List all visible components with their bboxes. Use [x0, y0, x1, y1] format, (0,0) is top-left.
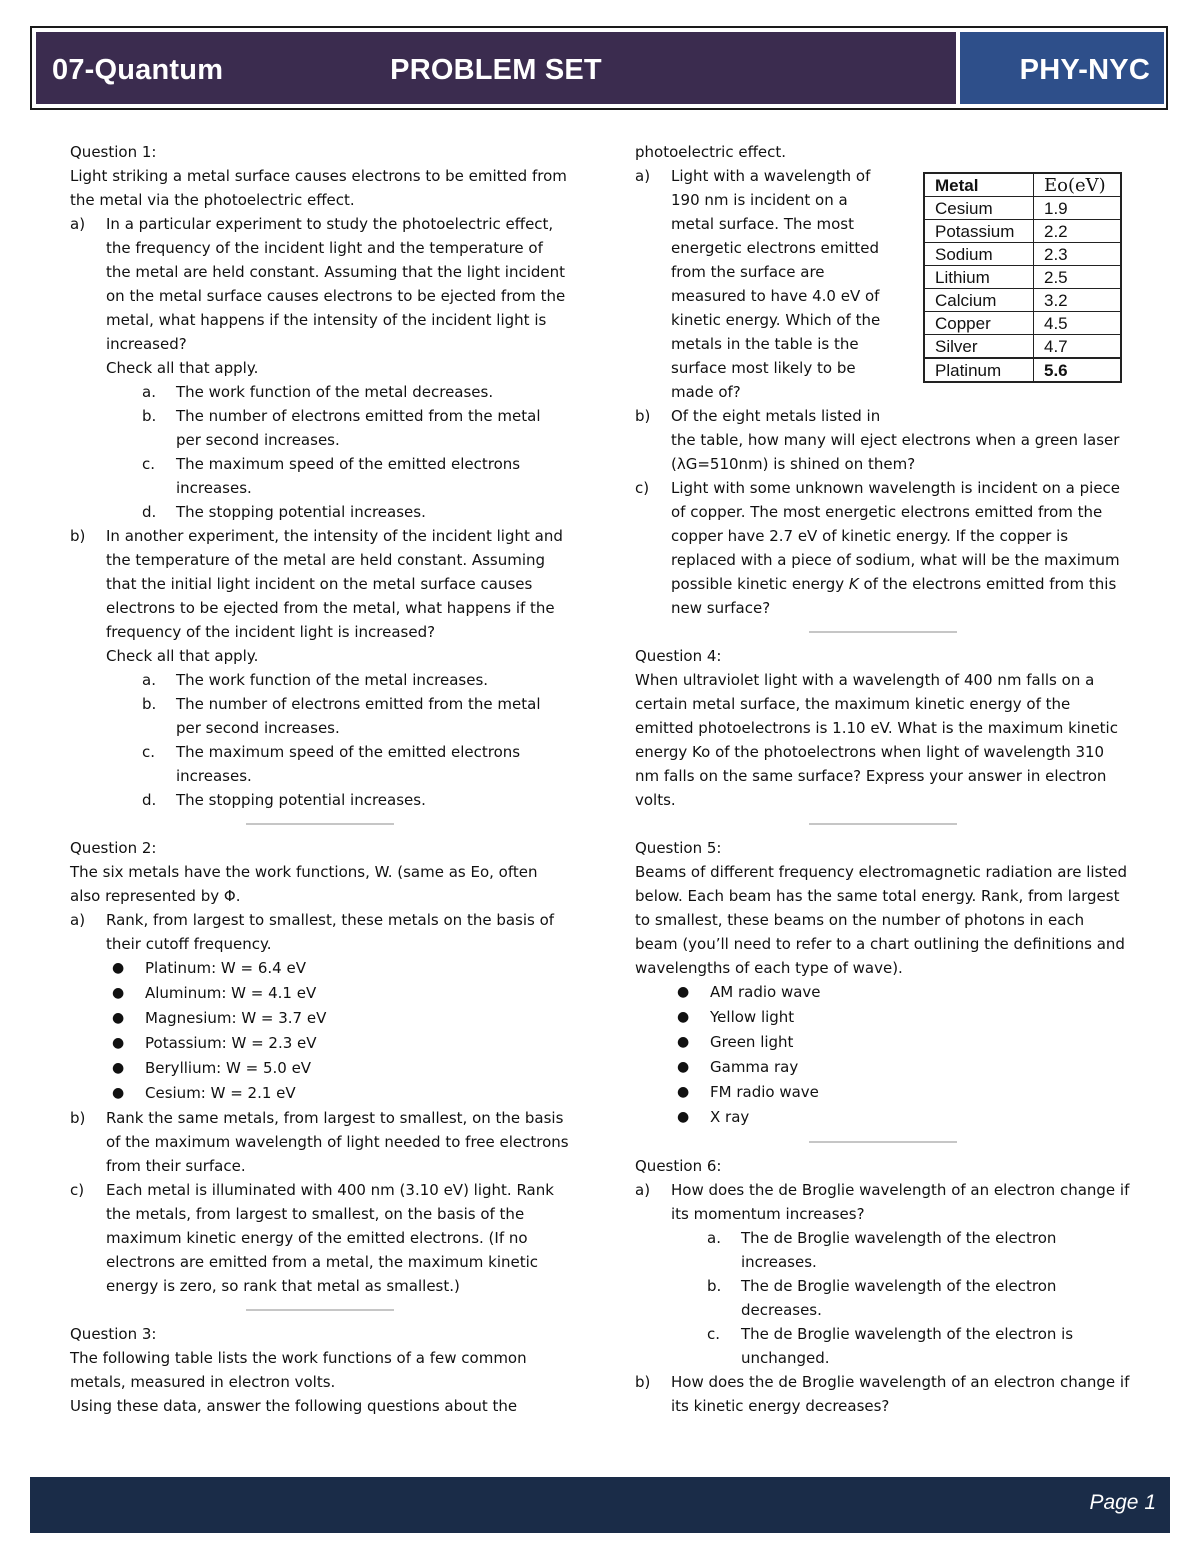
option-item[interactable]	[635, 1322, 1130, 1370]
section-divider	[246, 1309, 394, 1311]
bullet-icon: ●	[112, 1010, 125, 1026]
bullet-icon: ●	[112, 1060, 125, 1076]
table-row	[924, 197, 1121, 220]
table-cell: 4.7	[1034, 335, 1122, 359]
bullet-text: AM radio wave	[710, 983, 821, 1001]
question-1-heading: Question 1:	[70, 143, 157, 161]
part-text-end: of the electrons emitted from this new surface?	[671, 575, 1117, 617]
part-text: Light with a wavelength of 190 nm is incident on a metal surface. The most energetic electrons emitted from the surface are measured to have 4.0 eV of kinetic energy. Which of the metals in the table is the surface most likely to be made of?	[671, 167, 881, 401]
bullet-text: Green light	[710, 1033, 794, 1051]
question-2-part-a	[70, 908, 570, 956]
list-item	[635, 1005, 1130, 1030]
header-title: 07-Quantum	[52, 54, 224, 86]
question-3-part-a	[635, 164, 891, 404]
question-3-intro: The following table lists the work functions of a few common metals, measured in electron volts.	[70, 1349, 527, 1391]
header-title-band	[36, 32, 956, 104]
option-text: The maximum speed of the emitted electrons increases.	[176, 743, 521, 785]
table-cell: Sodium	[924, 243, 1034, 266]
option-label: b.	[142, 407, 157, 425]
page-footer	[30, 1477, 1170, 1533]
option-text: The work function of the metal decreases.	[176, 383, 494, 401]
option-text: The de Broglie wavelength of the electron is unchanged.	[741, 1325, 1074, 1367]
table-header-row	[924, 173, 1121, 197]
question-4-text: When ultraviolet light with a wavelength of 400 nm falls on a certain metal surface, the maximum kinetic energy of the emitted photoelectrons is 1.10 eV. What is the maximum kinetic energy Ko of the photoelectrons when light of wavelength 310 nm falls on the same surface? Express your answer in electron volts.	[635, 671, 1118, 809]
table-cell: Cesium	[924, 197, 1034, 220]
table-cell: 5.6	[1034, 358, 1122, 382]
header-course: PHY-NYC	[1019, 54, 1150, 86]
bullet-text: Gamma ray	[710, 1058, 799, 1076]
question-6-heading: Question 6:	[635, 1157, 722, 1175]
list-item	[635, 1105, 1130, 1130]
question-3-heading: Question 3:	[70, 1325, 157, 1343]
header-course-band	[960, 32, 1164, 104]
question-3-intro-2: Using these data, answer the following questions about the	[70, 1397, 518, 1415]
part-label: b)	[635, 407, 651, 425]
question-3-part-c	[635, 476, 1130, 620]
option-label: a.	[142, 671, 156, 689]
part-text: the table, how many will eject electrons when a green laser (λG=510nm) is shined on them?	[671, 431, 1120, 473]
question-1-part-a	[70, 212, 570, 356]
section-divider	[809, 631, 957, 633]
table-cell: Copper	[924, 312, 1034, 335]
question-2-part-c	[70, 1178, 570, 1298]
variable-k: K	[848, 575, 859, 593]
table-cell: Lithium	[924, 266, 1034, 289]
part-text: Rank the same metals, from largest to smallest, on the basis of the maximum wavelength of light needed to free electrons from their surface.	[106, 1109, 569, 1175]
table-cell: 2.3	[1034, 243, 1122, 266]
bullet-text: Potassium: W = 2.3 eV	[145, 1034, 317, 1052]
part-text: Rank, from largest to smallest, these metals on the basis of their cutoff frequency.	[106, 911, 555, 953]
list-item	[70, 1031, 570, 1056]
bullet-icon: ●	[677, 984, 690, 1000]
table-row	[924, 358, 1121, 382]
bullet-text: Cesium: W = 2.1 eV	[145, 1084, 296, 1102]
bullet-text: Beryllium: W = 5.0 eV	[145, 1059, 312, 1077]
part-text: Each metal is illuminated with 400 nm (3.10 eV) light. Rank the metals, from largest to smallest, on the basis of the maximum kinetic energy of the emitted electrons. (If no electrons are emitted from a metal, the maximum kinetic energy is zero, so rank that metal as smallest.)	[106, 1181, 554, 1295]
option-text: The maximum speed of the emitted electrons increases.	[176, 455, 521, 497]
option-item[interactable]	[70, 740, 570, 788]
section-divider	[809, 1141, 957, 1143]
option-item[interactable]	[70, 692, 570, 740]
list-item	[70, 1056, 570, 1081]
option-text: The stopping potential increases.	[176, 791, 426, 809]
bullet-icon: ●	[112, 960, 125, 976]
part-label: c)	[635, 479, 650, 497]
bullet-text: Magnesium: W = 3.7 eV	[145, 1009, 327, 1027]
part-label: a)	[635, 1181, 651, 1199]
table-cell: 2.2	[1034, 220, 1122, 243]
page-number: Page 1	[1089, 1491, 1156, 1514]
part-text: How does the de Broglie wavelength of an electron change if its momentum increases?	[671, 1181, 1130, 1223]
option-label: a.	[707, 1229, 721, 1247]
option-item[interactable]	[635, 1274, 1130, 1322]
check-all-note: Check all that apply.	[106, 359, 259, 377]
header-center-title: PROBLEM SET	[390, 54, 602, 86]
section-divider	[246, 823, 394, 825]
list-item	[70, 981, 570, 1006]
option-label: b.	[142, 695, 157, 713]
bullet-text: X ray	[710, 1108, 750, 1126]
option-text: The work function of the metal increases.	[176, 671, 489, 689]
option-label: c.	[142, 455, 156, 473]
part-label: b)	[635, 1373, 651, 1391]
question-4-heading: Question 4:	[635, 647, 722, 665]
option-item[interactable]	[70, 500, 570, 524]
part-label: a)	[70, 215, 86, 233]
part-label: b)	[70, 1109, 86, 1127]
part-label: c)	[70, 1181, 85, 1199]
option-label: d.	[142, 791, 157, 809]
option-label: a.	[142, 383, 156, 401]
part-label: a)	[70, 911, 86, 929]
table-row	[924, 289, 1121, 312]
question-2-heading: Question 2:	[70, 839, 157, 857]
bullet-icon: ●	[112, 1035, 125, 1051]
question-5-heading: Question 5:	[635, 839, 722, 857]
list-item	[635, 1030, 1130, 1055]
column-header-energy: Eo(eV)	[1034, 173, 1122, 197]
table-cell: 3.2	[1034, 289, 1122, 312]
table-row	[924, 312, 1121, 335]
bullet-text: Yellow light	[710, 1008, 795, 1026]
option-item[interactable]	[70, 788, 570, 812]
question-5-text: Beams of different frequency electromagnetic radiation are listed below. Each beam has the same total energy. Rank, from largest to smallest, these beams on the number of photons in each beam (you’ll need to refer to a chart outlining the definitions and wavelengths of each type of wave).	[635, 863, 1128, 977]
page-header	[30, 26, 1168, 110]
bullet-icon: ●	[677, 1059, 690, 1075]
work-function-table	[923, 172, 1122, 383]
table-cell: 2.5	[1034, 266, 1122, 289]
part-label: a)	[635, 167, 651, 185]
list-item	[70, 956, 570, 981]
question-1-part-b	[70, 524, 570, 644]
part-text: Light with some unknown wavelength is incident on a piece of copper. The most energetic electrons emitted from the copper have 2.7 eV of kinetic energy. If the copper is replaced with a piece of sodium, what will be the maximum possible kinetic energy	[671, 479, 1121, 593]
option-item[interactable]	[70, 380, 570, 404]
part-text: In another experiment, the intensity of the incident light and the temperature of the metal are held constant. Assuming that the initial light incident on the metal surface causes electrons to be ejected from the metal, what happens if the frequency of the incident light is increased?	[106, 527, 563, 641]
option-text: The number of electrons emitted from the metal per second increases.	[176, 695, 541, 737]
option-text: The de Broglie wavelength of the electron increases.	[741, 1229, 1057, 1271]
option-label: d.	[142, 503, 157, 521]
bullet-icon: ●	[677, 1034, 690, 1050]
option-label: c.	[142, 743, 156, 761]
table-cell: Potassium	[924, 220, 1034, 243]
bullet-icon: ●	[677, 1009, 690, 1025]
table-row	[924, 243, 1121, 266]
list-item	[635, 1055, 1130, 1080]
option-item[interactable]	[70, 668, 570, 692]
left-column	[70, 140, 570, 1418]
option-text: The number of electrons emitted from the metal per second increases.	[176, 407, 541, 449]
bullet-icon: ●	[112, 1085, 125, 1101]
option-item[interactable]	[70, 404, 570, 452]
question-6-part-a	[635, 1178, 1130, 1226]
list-item	[70, 1006, 570, 1031]
table-row	[924, 220, 1121, 243]
check-all-note: Check all that apply.	[106, 647, 259, 665]
question-6-part-b	[635, 1370, 1130, 1418]
bullet-icon: ●	[677, 1109, 690, 1125]
table-cell: 4.5	[1034, 312, 1122, 335]
question-3-part-b	[635, 404, 1130, 476]
part-text-first-line: Of the eight metals listed in	[671, 407, 881, 425]
bullet-icon: ●	[677, 1084, 690, 1100]
bullet-text: FM radio wave	[710, 1083, 819, 1101]
bullet-text: Aluminum: W = 4.1 eV	[145, 984, 317, 1002]
question-3-intro-continued: photoelectric effect.	[635, 143, 787, 161]
list-item	[635, 980, 1130, 1005]
bullet-icon: ●	[112, 985, 125, 1001]
table-cell: Platinum	[924, 358, 1034, 382]
section-divider	[809, 823, 957, 825]
question-2-intro: The six metals have the work functions, W. (same as Eo, often also represented by Φ.	[70, 863, 538, 905]
list-item	[635, 1080, 1130, 1105]
part-text: How does the de Broglie wavelength of an electron change if its kinetic energy decreases?	[671, 1373, 1130, 1415]
list-item	[70, 1081, 570, 1106]
table-cell: Calcium	[924, 289, 1034, 312]
part-text: In a particular experiment to study the photoelectric effect, the frequency of the incident light and the temperature of the metal are held constant. Assuming that the light incident on the metal surface causes electrons to be ejected from the metal, what happens if the intensity of the incident light is increased?	[106, 215, 566, 353]
bullet-text: Platinum: W = 6.4 eV	[145, 959, 306, 977]
table-cell: Silver	[924, 335, 1034, 359]
question-1-intro: Light striking a metal surface causes electrons to be emitted from the metal via the photoelectric effect.	[70, 167, 567, 209]
table-row	[924, 335, 1121, 359]
part-label: b)	[70, 527, 86, 545]
option-text: The stopping potential increases.	[176, 503, 426, 521]
option-item[interactable]	[635, 1226, 1130, 1274]
option-item[interactable]	[70, 452, 570, 500]
question-2-part-b	[70, 1106, 570, 1178]
option-label: b.	[707, 1277, 722, 1295]
option-text: The de Broglie wavelength of the electron decreases.	[741, 1277, 1057, 1319]
column-header-metal: Metal	[924, 173, 1034, 197]
table-row	[924, 266, 1121, 289]
table-cell: 1.9	[1034, 197, 1122, 220]
option-label: c.	[707, 1325, 721, 1343]
